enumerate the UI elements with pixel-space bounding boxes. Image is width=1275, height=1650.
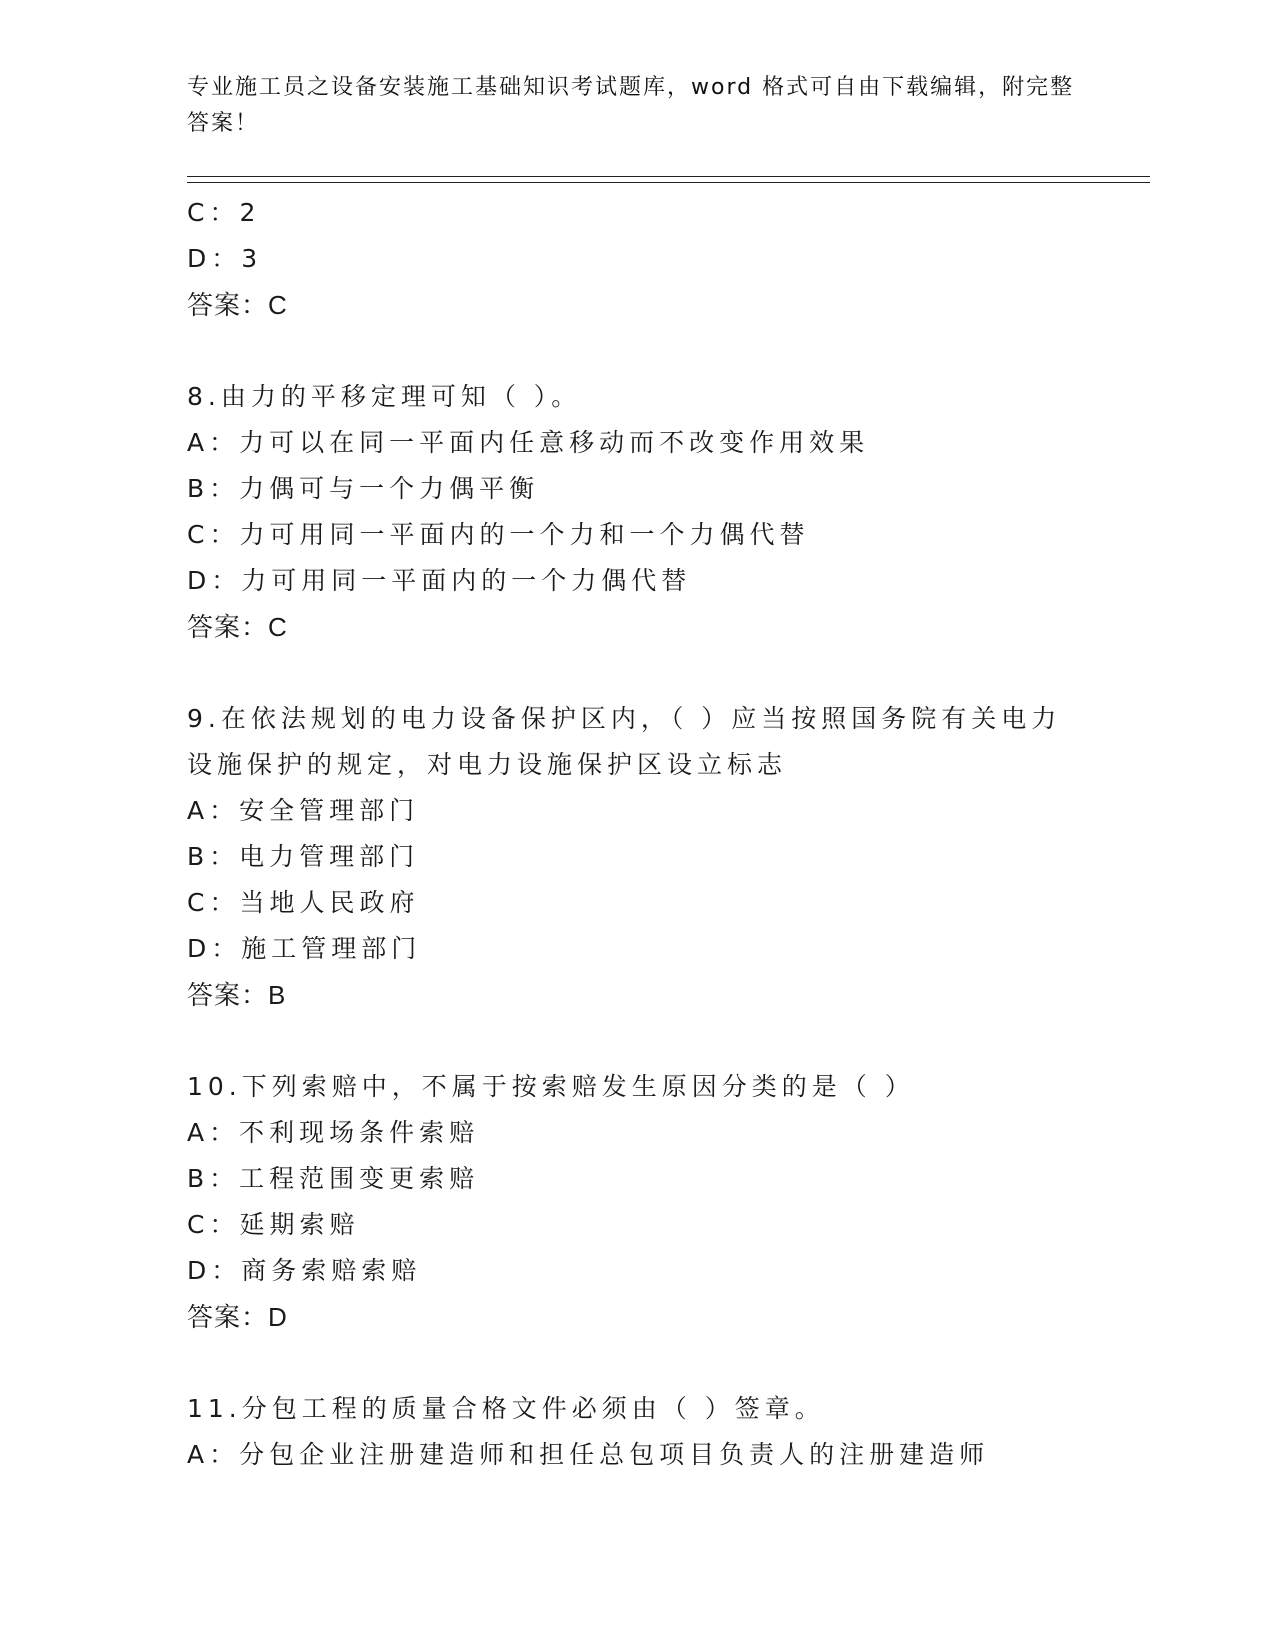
option-c: C：当地人民政府 [187, 888, 420, 917]
question-list [187, 190, 1087, 1478]
option-d: D：商务索赔索赔 [187, 1256, 422, 1285]
question-stem: 9.在依法规划的电力设备保护区内，（ ）应当按照国务院有关电力设施保护的规定，对电力设施保护区设立标志 [187, 704, 1062, 779]
question-stem: 10.下列索赔中，不属于按索赔发生原因分类的是（ ） [187, 1072, 915, 1101]
spacer [187, 650, 1087, 696]
question-7-continuation [187, 190, 1087, 328]
option-a: A：分包企业注册建造师和担任总包项目负责人的注册建造师 [187, 1440, 990, 1469]
option-c: C：延期索赔 [187, 1210, 360, 1239]
spacer [187, 1340, 1087, 1386]
document-header: 专业施工员之设备安装施工基础知识考试题库，word 格式可自由下载编辑，附完整答案！ [187, 75, 1075, 136]
answer-line: 答案：B [187, 980, 287, 1010]
option-b: B：工程范围变更索赔 [187, 1164, 480, 1193]
option-d: D：施工管理部门 [187, 934, 422, 963]
answer-line: 答案：D [187, 1302, 288, 1332]
option-c: C：力可用同一平面内的一个力和一个力偶代替 [187, 520, 810, 549]
option-a: A：不利现场条件索赔 [187, 1118, 480, 1147]
header-divider-top [187, 176, 1150, 177]
header-divider-bottom [187, 182, 1150, 183]
option-a: A：安全管理部门 [187, 796, 420, 825]
answer-line: 答案：C [187, 612, 288, 642]
question-stem: 8.由力的平移定理可知（ ）。 [187, 382, 582, 411]
question-stem: 11.分包工程的质量合格文件必须由（ ）签章。 [187, 1394, 825, 1423]
option-d: D：3 [187, 244, 263, 273]
option-b: B：力偶可与一个力偶平衡 [187, 474, 540, 503]
option-b: B：电力管理部门 [187, 842, 420, 871]
spacer [187, 1018, 1087, 1064]
option-c: C：2 [187, 198, 261, 227]
question-8 [187, 374, 1087, 650]
option-d: D：力可用同一平面内的一个力偶代替 [187, 566, 692, 595]
answer-line: 答案：C [187, 290, 288, 320]
question-10 [187, 1064, 1087, 1340]
question-9 [187, 696, 1087, 1018]
question-11 [187, 1386, 1087, 1478]
spacer [187, 328, 1087, 374]
option-a: A：力可以在同一平面内任意移动而不改变作用效果 [187, 428, 870, 457]
